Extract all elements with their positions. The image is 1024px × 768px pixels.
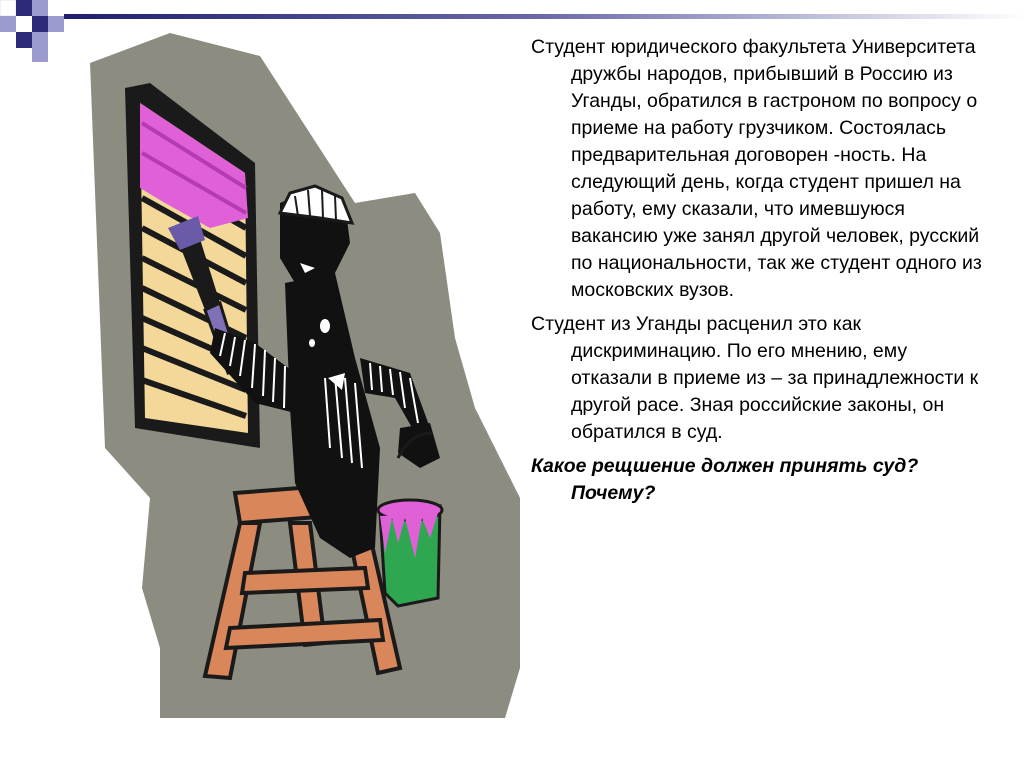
case-paragraph-1: Студент юридического факультета Университета дружбы народов, прибывший в Россию из Уганды, обратился в гастроном по вопросу о приеме на работу грузчиком. Состоялась предварительная договорен -ность. На следующий день, когда студент пришел на работу, ему сказали, что имевшуюся вакансию уже занял другой человек, русский по национальности, так же студент одного из московских вузов.	[531, 36, 982, 301]
painter-on-ladder-clipart	[80, 28, 520, 723]
case-paragraph-2: Студент из Уганды расценил это как дискриминацию. По его мнению, ему отказали в приеме из – за принадлежности к другой расе. Зная российские законы, он обратился в суд.	[531, 313, 979, 443]
case-question: Какое рещшение должен принять суд? Почему?	[531, 455, 919, 504]
slide-text	[531, 34, 986, 514]
